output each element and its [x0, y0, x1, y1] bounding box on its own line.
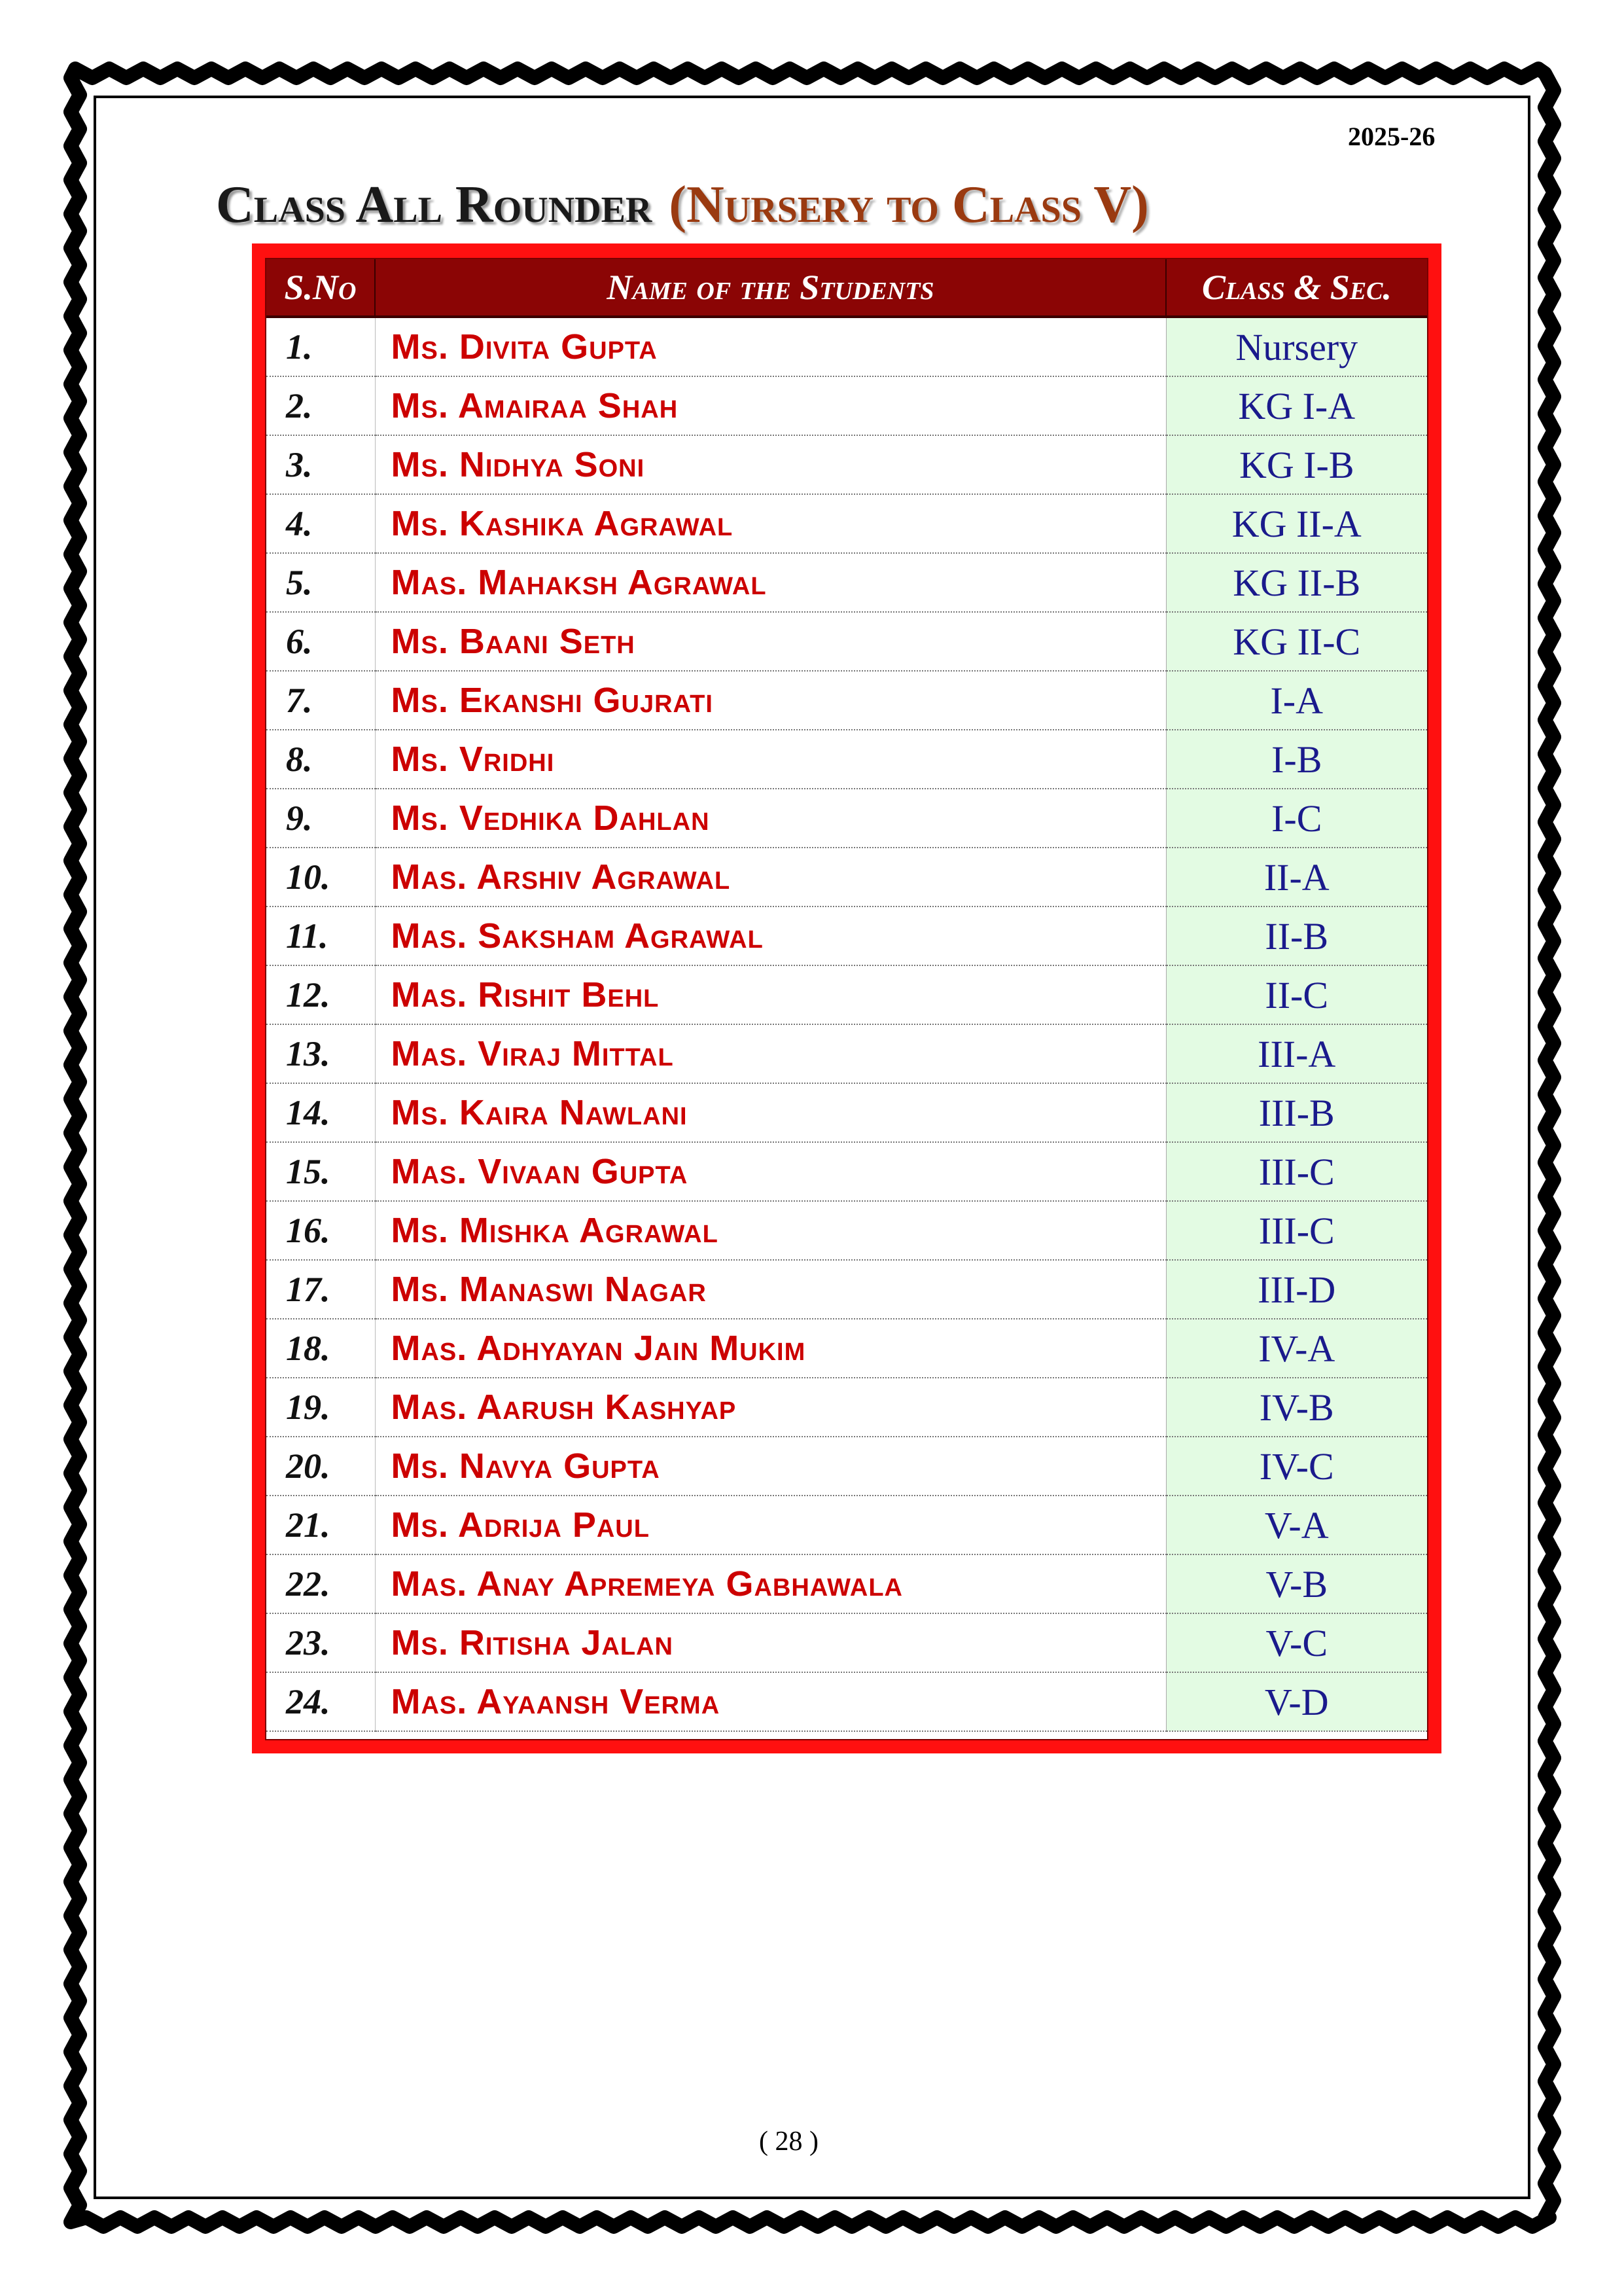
- row-sno: 12.: [266, 965, 375, 1024]
- row-class-section: IV-C: [1166, 1437, 1427, 1496]
- row-sno: 1.: [266, 317, 375, 376]
- row-student-name: Mas. Saksham Agrawal: [375, 906, 1166, 965]
- table-row: [266, 671, 1427, 730]
- row-class-section: III-C: [1166, 1142, 1427, 1201]
- row-class-section: I-B: [1166, 730, 1427, 789]
- row-sno: 2.: [266, 376, 375, 435]
- row-class-section: KG II-C: [1166, 612, 1427, 671]
- table-row: [266, 1437, 1427, 1496]
- row-student-name: Ms. Vridhi: [375, 730, 1166, 789]
- row-class-section: III-A: [1166, 1024, 1427, 1083]
- page-title: [216, 175, 1459, 235]
- row-class-section: V-B: [1166, 1554, 1427, 1613]
- row-student-name: Ms. Ritisha Jalan: [375, 1613, 1166, 1672]
- row-sno: 21.: [266, 1496, 375, 1554]
- row-sno: 7.: [266, 671, 375, 730]
- table-row: [266, 848, 1427, 906]
- table-row: [266, 1142, 1427, 1201]
- row-student-name: Mas. Rishit Behl: [375, 965, 1166, 1024]
- table-row: [266, 1201, 1427, 1260]
- header-sno: S.No: [266, 259, 375, 317]
- table-row: [266, 965, 1427, 1024]
- table-row: [266, 1496, 1427, 1554]
- row-sno: 8.: [266, 730, 375, 789]
- table-container: [265, 258, 1428, 1740]
- row-class-section: II-A: [1166, 848, 1427, 906]
- table-row: [266, 1554, 1427, 1613]
- table-frame: [252, 243, 1441, 1753]
- row-class-section: V-C: [1166, 1613, 1427, 1672]
- row-student-name: Ms. Mishka Agrawal: [375, 1201, 1166, 1260]
- table-row: [266, 317, 1427, 376]
- row-student-name: Ms. Ekanshi Gujrati: [375, 671, 1166, 730]
- table-row: [266, 612, 1427, 671]
- table-row: [266, 1319, 1427, 1378]
- row-sno: 13.: [266, 1024, 375, 1083]
- students-table: [266, 259, 1427, 1732]
- row-class-section: IV-B: [1166, 1378, 1427, 1437]
- row-sno: 14.: [266, 1083, 375, 1142]
- row-student-name: Mas. Ayaansh Verma: [375, 1672, 1166, 1731]
- row-sno: 24.: [266, 1672, 375, 1731]
- table-row: [266, 1260, 1427, 1319]
- row-student-name: Ms. Divita Gupta: [375, 317, 1166, 376]
- row-sno: 15.: [266, 1142, 375, 1201]
- row-sno: 22.: [266, 1554, 375, 1613]
- row-sno: 20.: [266, 1437, 375, 1496]
- row-student-name: Ms. Kashika Agrawal: [375, 494, 1166, 553]
- header-class: Class & Sec.: [1166, 259, 1427, 317]
- table-row: [266, 376, 1427, 435]
- row-class-section: II-C: [1166, 965, 1427, 1024]
- row-student-name: Ms. Adrija Paul: [375, 1496, 1166, 1554]
- row-student-name: Mas. Viraj Mittal: [375, 1024, 1166, 1083]
- row-class-section: KG II-A: [1166, 494, 1427, 553]
- row-sno: 16.: [266, 1201, 375, 1260]
- row-class-section: III-C: [1166, 1201, 1427, 1260]
- row-sno: 17.: [266, 1260, 375, 1319]
- table-body: [266, 317, 1427, 1731]
- row-class-section: KG II-B: [1166, 553, 1427, 612]
- table-row: [266, 435, 1427, 494]
- row-sno: 23.: [266, 1613, 375, 1672]
- header-name: Name of the Students: [375, 259, 1166, 317]
- row-sno: 9.: [266, 789, 375, 848]
- table-row: [266, 494, 1427, 553]
- row-sno: 19.: [266, 1378, 375, 1437]
- row-student-name: Mas. Aarush Kashyap: [375, 1378, 1166, 1437]
- row-sno: 5.: [266, 553, 375, 612]
- row-class-section: KG I-B: [1166, 435, 1427, 494]
- table-row: [266, 1083, 1427, 1142]
- row-student-name: Ms. Amairaa Shah: [375, 376, 1166, 435]
- page-number: ( 28 ): [759, 2126, 819, 2157]
- row-student-name: Ms. Baani Seth: [375, 612, 1166, 671]
- row-class-section: III-D: [1166, 1260, 1427, 1319]
- row-student-name: Mas. Adhyayan Jain Mukim: [375, 1319, 1166, 1378]
- row-student-name: Ms. Navya Gupta: [375, 1437, 1166, 1496]
- academic-year: 2025-26: [1348, 122, 1436, 151]
- row-sno: 6.: [266, 612, 375, 671]
- row-student-name: Ms. Kaira Nawlani: [375, 1083, 1166, 1142]
- table-row: [266, 553, 1427, 612]
- row-sno: 18.: [266, 1319, 375, 1378]
- title-main: Class All Rounder: [216, 176, 652, 234]
- row-class-section: KG I-A: [1166, 376, 1427, 435]
- row-sno: 3.: [266, 435, 375, 494]
- row-class-section: IV-A: [1166, 1319, 1427, 1378]
- row-class-section: I-C: [1166, 789, 1427, 848]
- table-row: [266, 1672, 1427, 1731]
- row-student-name: Ms. Vedhika Dahlan: [375, 789, 1166, 848]
- row-student-name: Mas. Anay Apremeya Gabhawala: [375, 1554, 1166, 1613]
- table-row: [266, 730, 1427, 789]
- row-class-section: III-B: [1166, 1083, 1427, 1142]
- title-subtitle: (Nursery to Class V): [669, 176, 1149, 234]
- row-sno: 11.: [266, 906, 375, 965]
- table-row: [266, 906, 1427, 965]
- row-class-section: V-D: [1166, 1672, 1427, 1731]
- table-row: [266, 1613, 1427, 1672]
- row-student-name: Mas. Vivaan Gupta: [375, 1142, 1166, 1201]
- row-class-section: I-A: [1166, 671, 1427, 730]
- table-header-row: [266, 259, 1427, 317]
- row-class-section: V-A: [1166, 1496, 1427, 1554]
- row-student-name: Ms. Nidhya Soni: [375, 435, 1166, 494]
- table-row: [266, 1378, 1427, 1437]
- row-student-name: Mas. Mahaksh Agrawal: [375, 553, 1166, 612]
- table-row: [266, 789, 1427, 848]
- row-class-section: Nursery: [1166, 317, 1427, 376]
- row-student-name: Ms. Manaswi Nagar: [375, 1260, 1166, 1319]
- row-sno: 10.: [266, 848, 375, 906]
- row-student-name: Mas. Arshiv Agrawal: [375, 848, 1166, 906]
- row-class-section: II-B: [1166, 906, 1427, 965]
- row-sno: 4.: [266, 494, 375, 553]
- table-row: [266, 1024, 1427, 1083]
